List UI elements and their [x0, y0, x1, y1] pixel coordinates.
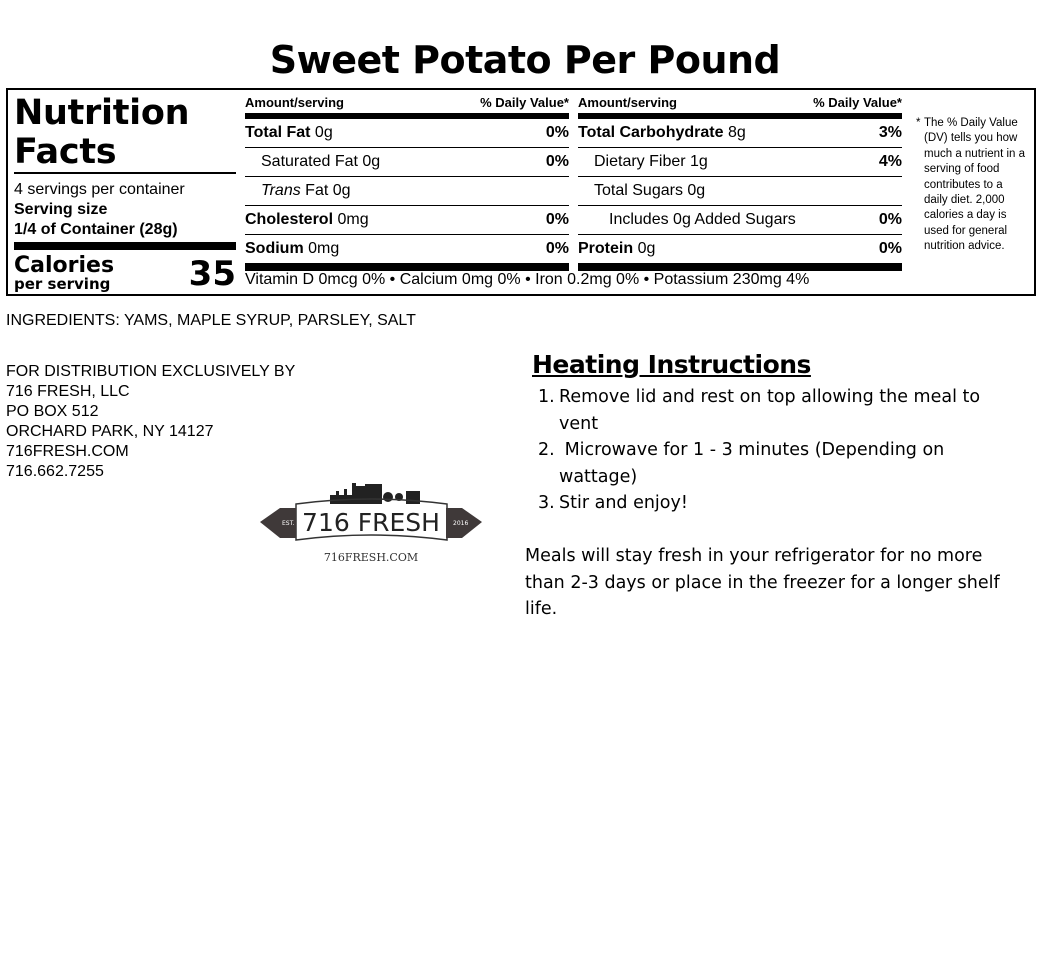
- nutrient-amount: 0g: [310, 124, 333, 141]
- logo-est: EST.: [282, 520, 295, 527]
- column-header-amount: Amount/serving: [245, 95, 344, 110]
- nutrient-row-sodium: [245, 235, 569, 271]
- nutrient-name: Cholesterol: [245, 211, 334, 228]
- daily-value-footnote: [916, 116, 1028, 255]
- nutrient-name: Dietary Fiber 1g: [594, 153, 708, 170]
- step-number: 2.: [538, 440, 555, 460]
- nutrient-name: Includes 0g Added Sugars: [609, 211, 796, 228]
- nutrient-dv: 0%: [878, 211, 902, 228]
- skyline-icon: [330, 483, 420, 504]
- step-text: Remove lid and rest on top allowing the meal to vent: [559, 387, 981, 434]
- ingredients-list: INGREDIENTS: YAMS, MAPLE SYRUP, PARSLEY, SALT: [6, 312, 416, 329]
- nutrient-column-right: [578, 95, 902, 271]
- serving-size-value: 1/4 of Container (28g): [14, 221, 178, 238]
- storage-note: Meals will stay fresh in your refrigerator for no more than 2-3 days or place in the freezer for a longer shelf life.: [525, 546, 1000, 619]
- step-number: 3.: [538, 493, 555, 513]
- nutrient-dv: 0%: [545, 124, 569, 141]
- calories-row: [14, 254, 236, 298]
- nutrient-amount: 0mg: [303, 240, 340, 257]
- heating-step: [538, 384, 998, 437]
- nutrient-dv: 0%: [545, 240, 569, 257]
- nutrient-row-total-fat: [245, 119, 569, 148]
- distributor-website: 716FRESH.COM: [6, 443, 129, 460]
- distributor-phone: 716.662.7255: [6, 463, 104, 480]
- distributor-po-box: PO BOX 512: [6, 403, 99, 420]
- heating-steps: [538, 384, 998, 517]
- nutrient-row-saturated-fat: [245, 148, 569, 177]
- distributor-name: 716 FRESH, LLC: [6, 383, 130, 400]
- column-header: [578, 95, 902, 119]
- brand-logo: [260, 480, 482, 570]
- nutrition-facts-panel: [6, 88, 1036, 296]
- footnote-text: The % Daily Value (DV) tells you how much a nutrient in a serving of food contributes to a daily diet. 2,000 calories a day is used for general nutrition advice.: [924, 117, 1026, 253]
- nutrient-dv: 0%: [545, 153, 569, 170]
- divider: [14, 242, 236, 250]
- step-text: Microwave for 1 - 3 minutes (Depending on wattage): [559, 440, 950, 487]
- nutrient-row-dietary-fiber: [578, 148, 902, 177]
- page-title: Sweet Potato Per Pound: [269, 38, 781, 82]
- column-header-amount: Amount/serving: [578, 95, 677, 110]
- logo-name: 716 FRESH: [302, 508, 440, 537]
- nutrient-name: Sodium: [245, 240, 304, 257]
- vitamins-minerals: Vitamin D 0mcg 0% • Calcium 0mg 0% • Iron 0.2mg 0% • Potassium 230mg 4%: [245, 271, 810, 288]
- nutrient-name: Total Sugars 0g: [594, 182, 706, 199]
- nutrient-name: Saturated Fat 0g: [261, 153, 381, 170]
- nutrient-row-cholesterol: [245, 206, 569, 235]
- heating-step: [538, 437, 998, 490]
- heating-instructions-title: Heating Instructions: [532, 350, 811, 379]
- nutrient-amount: Fat 0g: [300, 182, 351, 199]
- nutrient-column-left: [245, 95, 569, 271]
- column-header: [245, 95, 569, 119]
- nutrient-name: Total Carbohydrate: [578, 124, 724, 141]
- nutrient-row-protein: [578, 235, 902, 271]
- serving-size-label: Serving size: [14, 201, 108, 218]
- nutrition-summary: [14, 94, 236, 298]
- nutrient-row-total-carbohydrate: [578, 119, 902, 148]
- footnote-star: *: [916, 117, 921, 129]
- calories-sublabel: per serving: [14, 275, 111, 293]
- nutrient-name: Total Fat: [245, 124, 311, 141]
- nutrient-row-total-sugars: [578, 177, 902, 206]
- nutrient-name: Protein: [578, 240, 634, 257]
- logo-url: 716FRESH.COM: [323, 551, 419, 564]
- nutrient-amount: 8g: [723, 124, 746, 141]
- divider: [14, 172, 236, 174]
- nutrition-heading-line1: Nutrition: [14, 93, 190, 133]
- nutrient-amount: 0g: [633, 240, 656, 257]
- nutrition-heading: [14, 94, 236, 172]
- distributor-city: ORCHARD PARK, NY 14127: [6, 423, 214, 440]
- heating-step: [538, 490, 998, 517]
- calories-value: 35: [188, 254, 236, 294]
- distributor-info: [6, 362, 295, 482]
- distributor-line: FOR DISTRIBUTION EXCLUSIVELY BY: [6, 363, 296, 380]
- nutrient-dv: 4%: [878, 153, 902, 170]
- column-header-dv: % Daily Value*: [813, 95, 902, 110]
- nutrient-dv: 0%: [878, 240, 902, 257]
- nutrient-dv: 3%: [878, 124, 902, 141]
- calories-label: Calories: [14, 253, 115, 278]
- column-header-dv: % Daily Value*: [480, 95, 569, 110]
- nutrient-row-added-sugars: [578, 206, 902, 235]
- logo-year: 2016: [453, 520, 469, 527]
- nutrient-name: Trans: [261, 182, 301, 199]
- servings-per-container: 4 servings per container: [14, 181, 185, 198]
- step-number: 1.: [538, 387, 555, 407]
- nutrition-heading-line2: Facts: [14, 132, 117, 172]
- step-text: Stir and enjoy!: [559, 493, 688, 513]
- nutrient-row-trans-fat: [245, 177, 569, 206]
- nutrient-dv: 0%: [545, 211, 569, 228]
- nutrient-amount: 0mg: [333, 211, 369, 228]
